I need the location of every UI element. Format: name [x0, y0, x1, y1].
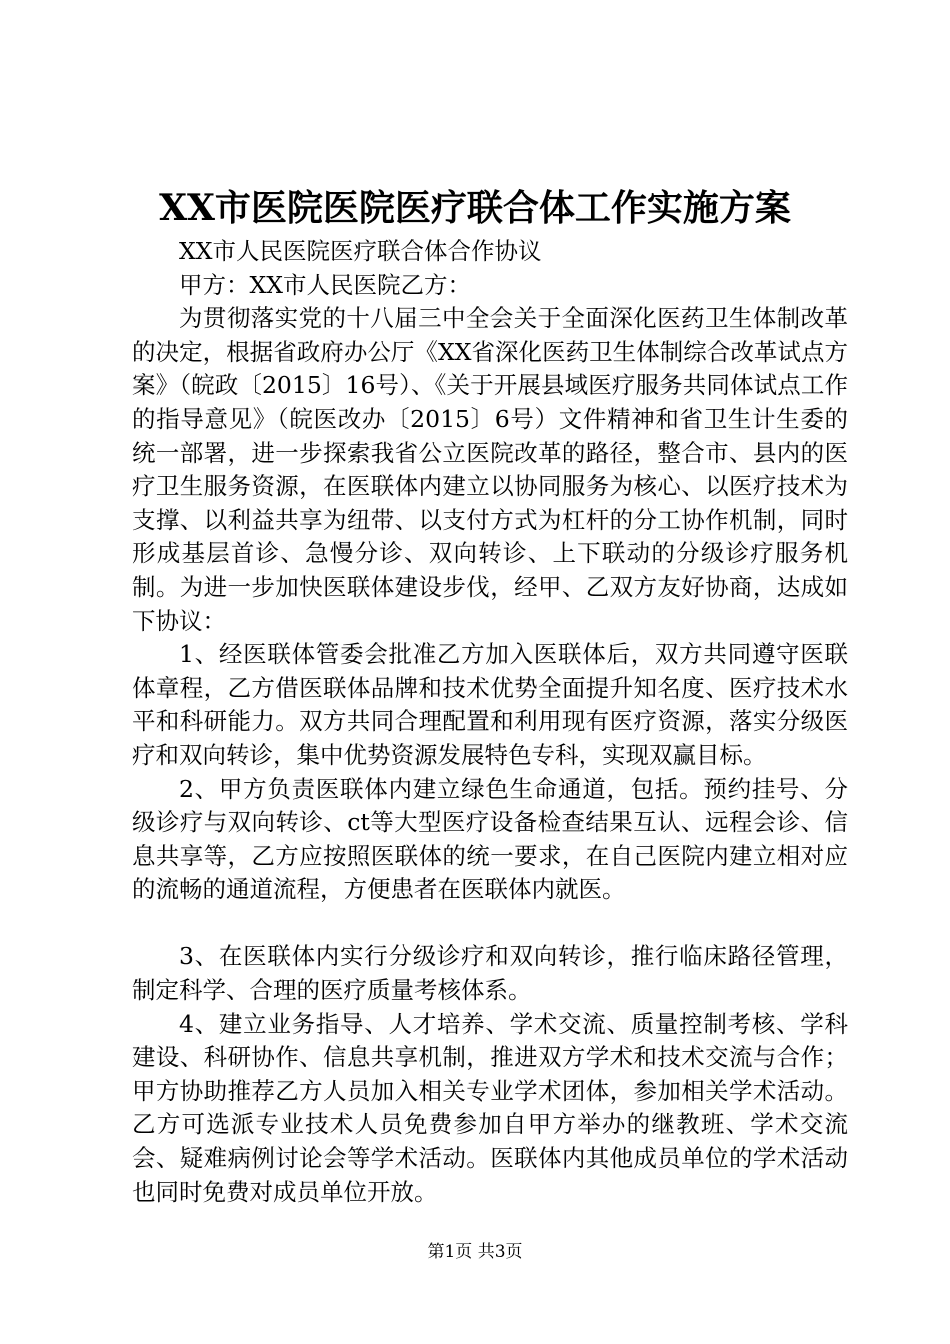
page-number-footer: 第1页 共3页	[427, 1242, 523, 1262]
agreement-heading: XX市人民医院医疗联合体合作协议	[179, 237, 542, 265]
preamble-paragraph: 为贯彻落实党的十八届三中全会关于全面深化医药卫生体制改革的决定，根据省政府办公厅《XX省深化医药卫生体制综合改革试点方案》（皖政〔2015〕16号）、《关于开展县域医疗服务共同体试点工作的指导意见》（皖医改办〔2015〕6号）文件精神和省卫生计生委的统一部署，进一步探索我省公立医院改革的路径，整合市、县内的医疗卫生服务资源，在医联体内建立以协同服务为核心、以医疗技术为支撑、以利益共享为纽带、以支付方式为杠杆的分工协作机制，同时形成基层首诊、急慢分诊、双向转诊、上下联动的分级诊疗服务机制。为进一步加快医联体建设步伐，经甲、乙双方友好协商，达成如下协议：	[132, 304, 848, 635]
parties-line: 甲方：XX市人民医院乙方：	[179, 270, 471, 299]
clause-2-paragraph: 2、甲方负责医联体内建立绿色生命通道，包括。预约挂号、分级诊疗与双向转诊、ct等大型医疗设备检查结果互认、远程会诊、信息共享等，乙方应按照医联体的统一要求，在自己医院内建立相对应的流畅的通道流程，方便患者在医联体内就医。	[132, 774, 848, 904]
clause-1-paragraph: 1、经医联体管委会批准乙方加入医联体后，双方共同遵守医联体章程，乙方借医联体品牌和技术优势全面提升知名度、医疗技术水平和科研能力。双方共同合理配置和利用现有医疗资源，落实分级医疗和双向转诊，集中优势资源发展特色专科，实现双赢目标。	[132, 640, 848, 769]
document-body	[132, 235, 848, 1209]
document-title: XX市医院医院医疗联合体工作实施方案	[159, 187, 791, 229]
clause-3-paragraph: 3、在医联体内实行分级诊疗和双向转诊，推行临床路径管理，制定科学、合理的医疗质量考核体系。	[132, 942, 848, 1005]
clause-4-paragraph: 4、建立业务指导、人才培养、学术交流、质量控制考核、学科建设、科研协作、信息共享机制，推进双方学术和技术交流与合作；甲方协助推荐乙方人员加入相关专业学术团体，参加相关学术活动。乙方可选派专业技术人员免费参加自甲方举办的继教班、学术交流会、疑难病例讨论会等学术活动。医联体内其他成员单位的学术活动也同时免费对成员单位开放。	[132, 1009, 848, 1206]
